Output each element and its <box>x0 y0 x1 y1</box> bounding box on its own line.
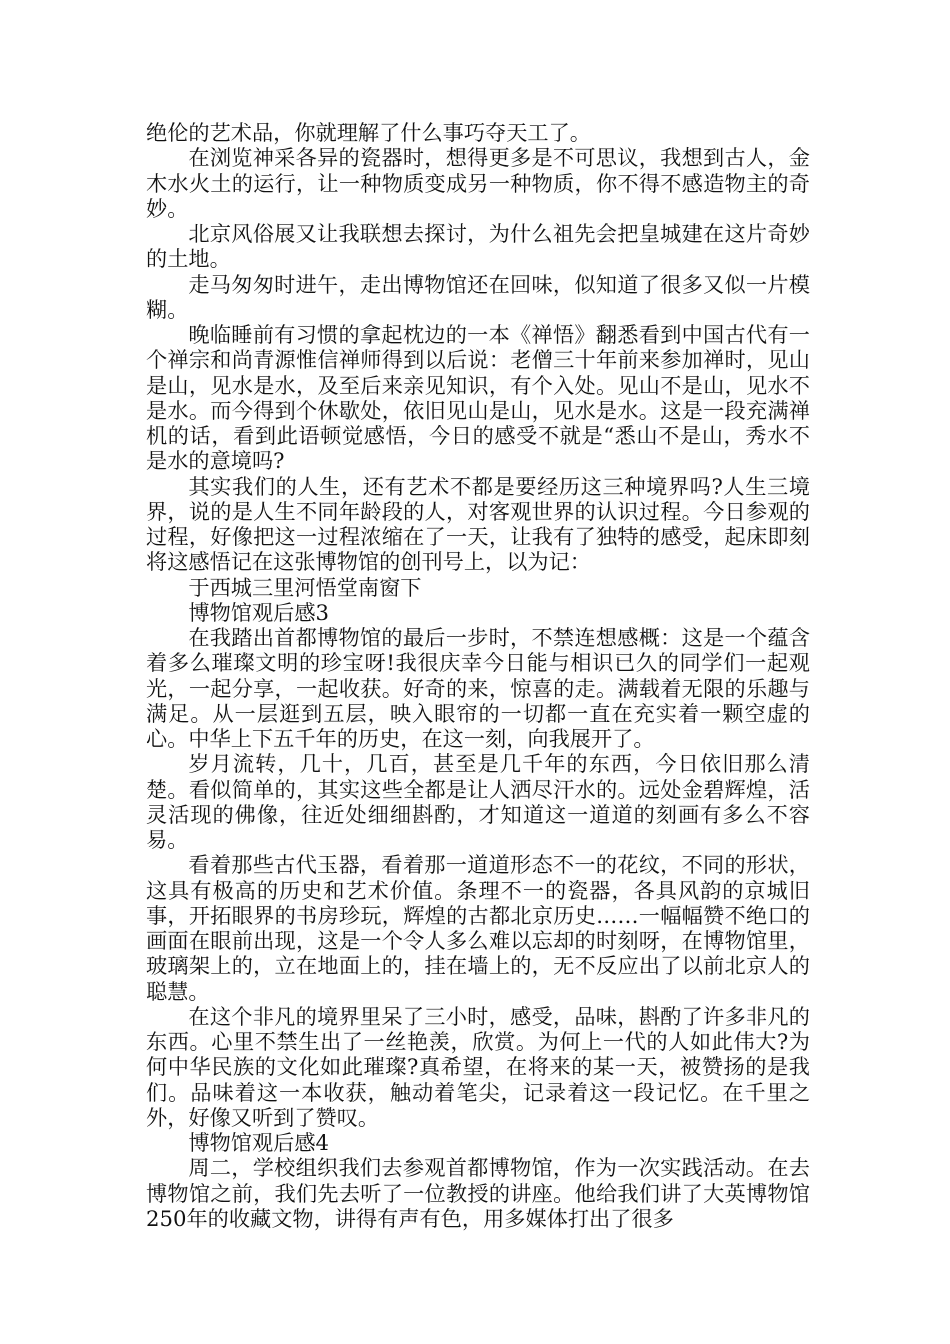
paragraph: 周二，学校组织我们去参观首都博物馆，作为一次实践活动。在去博物馆之前，我们先去听了一位教授的讲座。他给我们讲了大英博物馆250年的收藏文物，讲得有声有色，用多媒体打出了很多 <box>146 1155 810 1231</box>
paragraph: 其实我们的人生，还有艺术不都是要经历这三种境界吗?人生三境界，说的是人生不同年龄段的人，对客观世界的认识过程。今日参观的过程，好像把这一过程浓缩在了一天，让我有了独特的感受，起床即刻将这感悟记在这张博物馆的创刊号上，以为记： <box>146 473 810 575</box>
paragraph: 在浏览神采各异的瓷器时，想得更多是不可思议，我想到古人，金木水火土的运行，让一种物质变成另一种物质，你不得不感造物主的奇妙。 <box>146 145 810 221</box>
paragraph: 在我踏出首都博物馆的最后一步时，不禁连想感概：这是一个蕴含着多么璀璨文明的珍宝呀!我很庆幸今日能与相识已久的同学们一起观光，一起分享，一起收获。好奇的来，惊喜的走。满载着无限的乐趣与满足。从一层逛到五层，映入眼帘的一切都一直在充实着一颗空虚的心。中华上下五千年的历史，在这一刻，向我展开了。 <box>146 625 810 751</box>
paragraph: 走马匆匆时进午，走出博物馆还在回味，似知道了很多又似一片模糊。 <box>146 271 810 322</box>
section-heading: 博物馆观后感3 <box>188 599 329 625</box>
section-heading: 博物馆观后感4 <box>188 1130 329 1155</box>
document-body <box>146 120 810 1231</box>
signature-line: 于西城三里河悟堂南窗下 <box>188 574 422 600</box>
paragraph: 绝伦的艺术品，你就理解了什么事巧夺天工了。 <box>146 120 591 145</box>
paragraph: 岁月流转，几十，几百，甚至是几千年的东西，今日依旧那么清楚。看似简单的，其实这些全都是让人洒尽汗水的。远处金碧辉煌，活灵活现的佛像，往近处细细斟酌，才知道这一道道的刻画有多么不容易。 <box>146 751 810 852</box>
paragraph: 晚临睡前有习惯的拿起枕边的一本《禅悟》翻悉看到中国古代有一个禅宗和尚青源惟信禅师得到以后说：老僧三十年前来参加禅时，见山是山，见水是水，及至后来亲见知识，有个入处。见山不是山，见水不是水。而今得到个休歇处，依旧见山是山，见水是水。这是一段充满禅机的话，看到此语顿觉感悟，今日的感受不就是“悉山不是山，秀水不是水的意境吗? <box>146 322 810 474</box>
paragraph: 北京风俗展又让我联想去探讨，为什么祖先会把皇城建在这片奇妙的土地。 <box>146 221 810 272</box>
paragraph: 在这个非凡的境界里呆了三小时，感受，品味，斟酌了许多非凡的东西。心里不禁生出了一丝艳羡，欣赏。为何上一代的人如此伟大?为何中华民族的文化如此璀璨?真希望，在将来的某一天，被赞扬的是我们。品味着这一本收获，触动着笔尖，记录着这一段记忆。在千里之外，好像又听到了赞叹。 <box>146 1003 810 1130</box>
paragraph: 看着那些古代玉器，看着那一道道形态不一的花纹，不同的形状，这具有极高的历史和艺术价值。条理不一的瓷器，各具风韵的京城旧事，开拓眼界的书房珍玩，辉煌的古都北京历史……一幅幅赞不绝口的画面在眼前出现，这是一个令人多么难以忘却的时刻呀，在博物馆里，玻璃架上的，立在地面上的，挂在墙上的，无不反应出了以前北京人的聪慧。 <box>146 852 810 1004</box>
